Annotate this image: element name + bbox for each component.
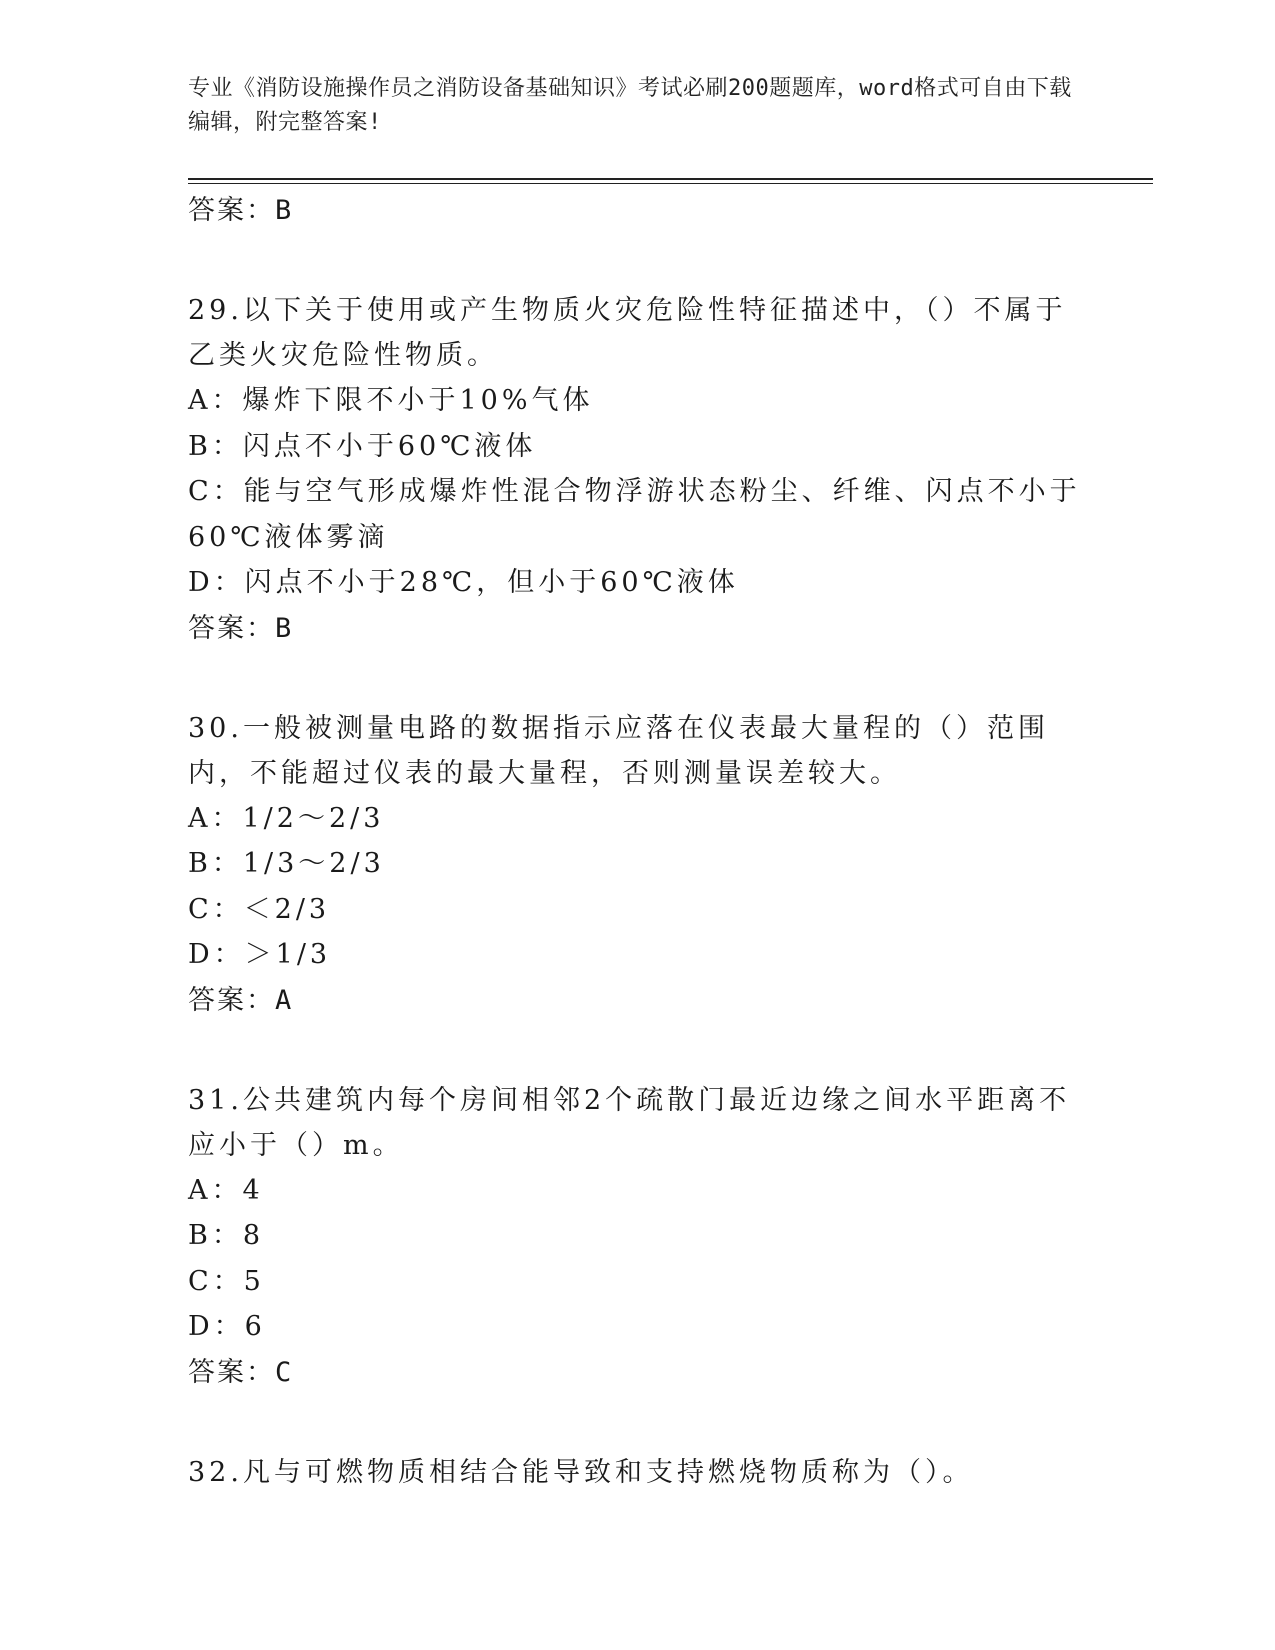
- question-stem: 32.凡与可燃物质相结合能导致和支持燃烧物质称为（）。: [188, 1456, 974, 1488]
- previous-answer: 答案：B: [188, 195, 294, 226]
- question-answer: 答案：B: [188, 612, 294, 644]
- question-option: A：4: [188, 1174, 264, 1206]
- question-block: [188, 706, 1088, 1024]
- question-option: D：闪点不小于28℃，但小于60℃液体: [188, 567, 739, 598]
- question-block: [188, 1450, 1088, 1495]
- document-header-title: 专业《消防设施操作员之消防设备基础知识》考试必刷200题题库，word格式可自由下载编辑，附完整答案!: [188, 76, 1072, 135]
- question-option: C：5: [188, 1265, 265, 1297]
- question-block: [188, 1078, 1088, 1396]
- question-list: [188, 188, 1088, 1495]
- header-divider-thin: [188, 183, 1153, 184]
- question-answer: 答案：C: [188, 1356, 294, 1388]
- question-stem: 31.公共建筑内每个房间相邻2个疏散门最近边缘之间水平距离不应小于（）m。: [188, 1084, 1071, 1161]
- question-stem: 29.以下关于使用或产生物质火灾危险性特征描述中，（）不属于乙类火灾危险性物质。: [188, 295, 1067, 371]
- question-option: D：6: [188, 1311, 266, 1342]
- question-option: C：能与空气形成爆炸性混合物浮游状态粉尘、纤维、闪点不小于60℃液体雾滴: [188, 476, 1081, 553]
- question-stem: 30.一般被测量电路的数据指示应落在仪表最大量程的（）范围内，不能超过仪表的最大量程，否则测量误差较大。: [188, 712, 1049, 789]
- question-option: B：8: [188, 1220, 265, 1251]
- question-option: B：1/3～2/3: [188, 848, 385, 879]
- question-answer: 答案：A: [188, 984, 294, 1016]
- question-block: [188, 288, 1088, 652]
- question-option: A：1/2～2/3: [188, 802, 385, 834]
- header-divider-thick: [188, 178, 1153, 180]
- question-option: C：＜2/3: [188, 893, 331, 925]
- question-option: D：＞1/3: [188, 939, 332, 970]
- question-option: A：爆炸下限不小于10%气体: [188, 385, 594, 416]
- question-option: B：闪点不小于60℃液体: [188, 430, 537, 462]
